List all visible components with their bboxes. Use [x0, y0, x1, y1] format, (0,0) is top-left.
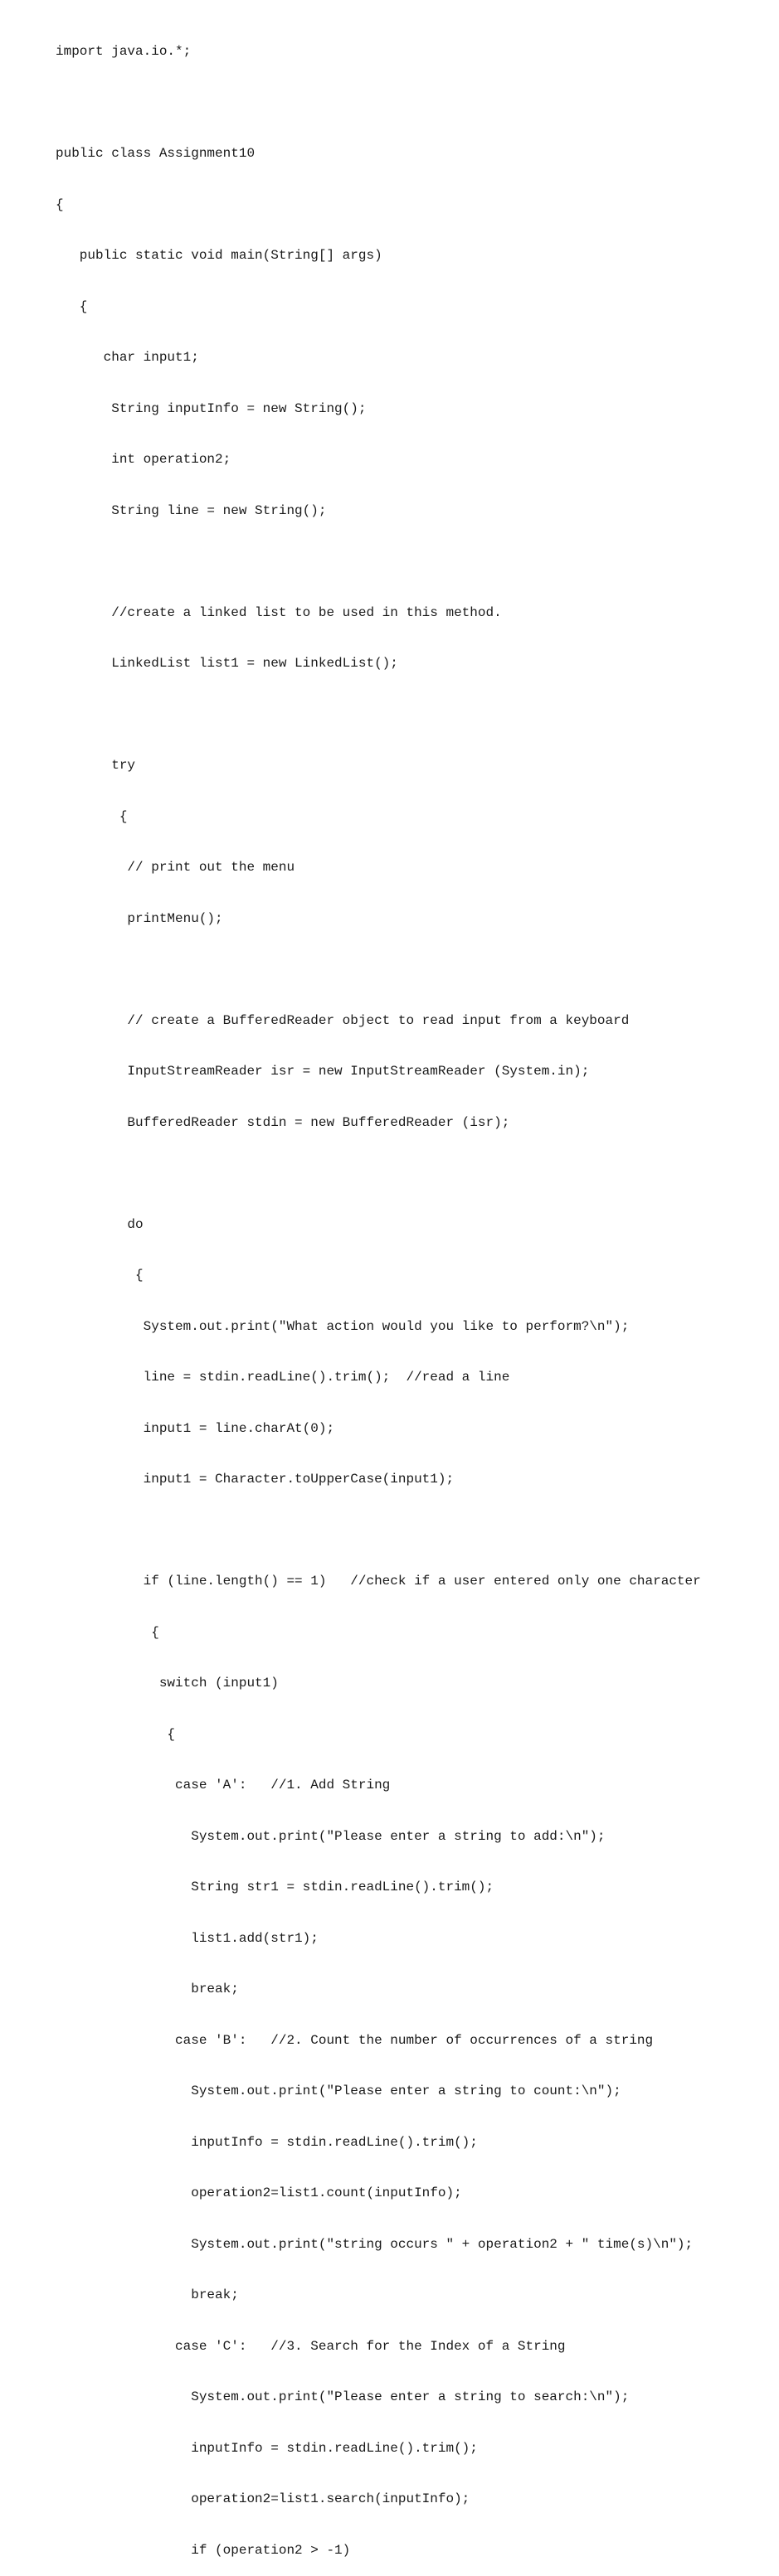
code-line: LinkedList list1 = new LinkedList(); [56, 656, 398, 671]
code-line: InputStreamReader isr = new InputStreamReader (System.in); [56, 1064, 590, 1079]
code-line: { [56, 196, 64, 212]
code-listing [56, 9, 701, 2576]
code-line: { [56, 808, 128, 824]
code-line: String line = new String(); [56, 502, 327, 518]
code-line: inputInfo = stdin.readLine().trim(); [56, 2134, 478, 2150]
code-line: case 'C': //3. Search for the Index of a String [56, 2338, 566, 2354]
code-line: case 'A': //1. Add String [56, 1778, 391, 1793]
code-line: System.out.print("Please enter a string to search:\n"); [56, 2389, 630, 2404]
code-line: // create a BufferedReader object to read input from a keyboard [56, 1012, 630, 1028]
code-line: if (line.length() == 1) //check if a user entered only one character [56, 1574, 701, 1589]
code-line: operation2=list1.search(inputInfo); [56, 2491, 470, 2506]
code-line: line = stdin.readLine().trim(); //read a line [56, 1370, 510, 1385]
code-line: BufferedReader stdin = new BufferedReader (isr); [56, 1114, 510, 1130]
code-line [56, 95, 701, 112]
code-line: // print out the menu [56, 860, 295, 875]
code-line: { [56, 298, 88, 314]
code-line: switch (input1) [56, 1676, 279, 1691]
code-line: do [56, 1216, 144, 1232]
code-line: System.out.print("Please enter a string to add:\n"); [56, 1828, 606, 1844]
code-line: { [56, 1726, 176, 1742]
code-line [56, 1522, 701, 1540]
code-line: System.out.print("Please enter a string to count:\n"); [56, 2084, 621, 2098]
code-line: System.out.print("string occurs " + operation2 + " time(s)\n"); [56, 2236, 694, 2252]
code-line: break; [56, 1982, 239, 1996]
code-line: if (operation2 > -1) [56, 2542, 351, 2558]
code-line: list1.add(str1); [56, 1930, 319, 1946]
code-line: input1 = line.charAt(0); [56, 1420, 335, 1436]
code-line: operation2=list1.count(inputInfo); [56, 2185, 462, 2200]
code-line: import java.io.*; [56, 44, 192, 59]
code-line [56, 706, 701, 724]
code-line: String str1 = stdin.readLine().trim(); [56, 1880, 494, 1894]
code-line: public class Assignment10 [56, 146, 256, 161]
code-line: System.out.print("What action would you like to perform?\n"); [56, 1318, 630, 1334]
code-line: char input1; [56, 350, 199, 365]
code-line: { [56, 1268, 144, 1283]
code-line: String inputInfo = new String(); [56, 400, 367, 416]
code-line [56, 961, 701, 978]
code-line [56, 553, 701, 570]
code-line: { [56, 1624, 159, 1640]
code-line: printMenu(); [56, 910, 223, 926]
code-line: try [56, 758, 136, 773]
code-line [56, 1165, 701, 1182]
code-line: //create a linked list to be used in this method. [56, 604, 502, 620]
code-line: int operation2; [56, 452, 231, 467]
code-line: input1 = Character.toUpperCase(input1); [56, 1472, 455, 1487]
code-line: break; [56, 2287, 239, 2302]
code-line: inputInfo = stdin.readLine().trim(); [56, 2440, 478, 2456]
code-line: case 'B': //2. Count the number of occurrences of a string [56, 2032, 654, 2048]
code-line: public static void main(String[] args) [56, 248, 382, 263]
